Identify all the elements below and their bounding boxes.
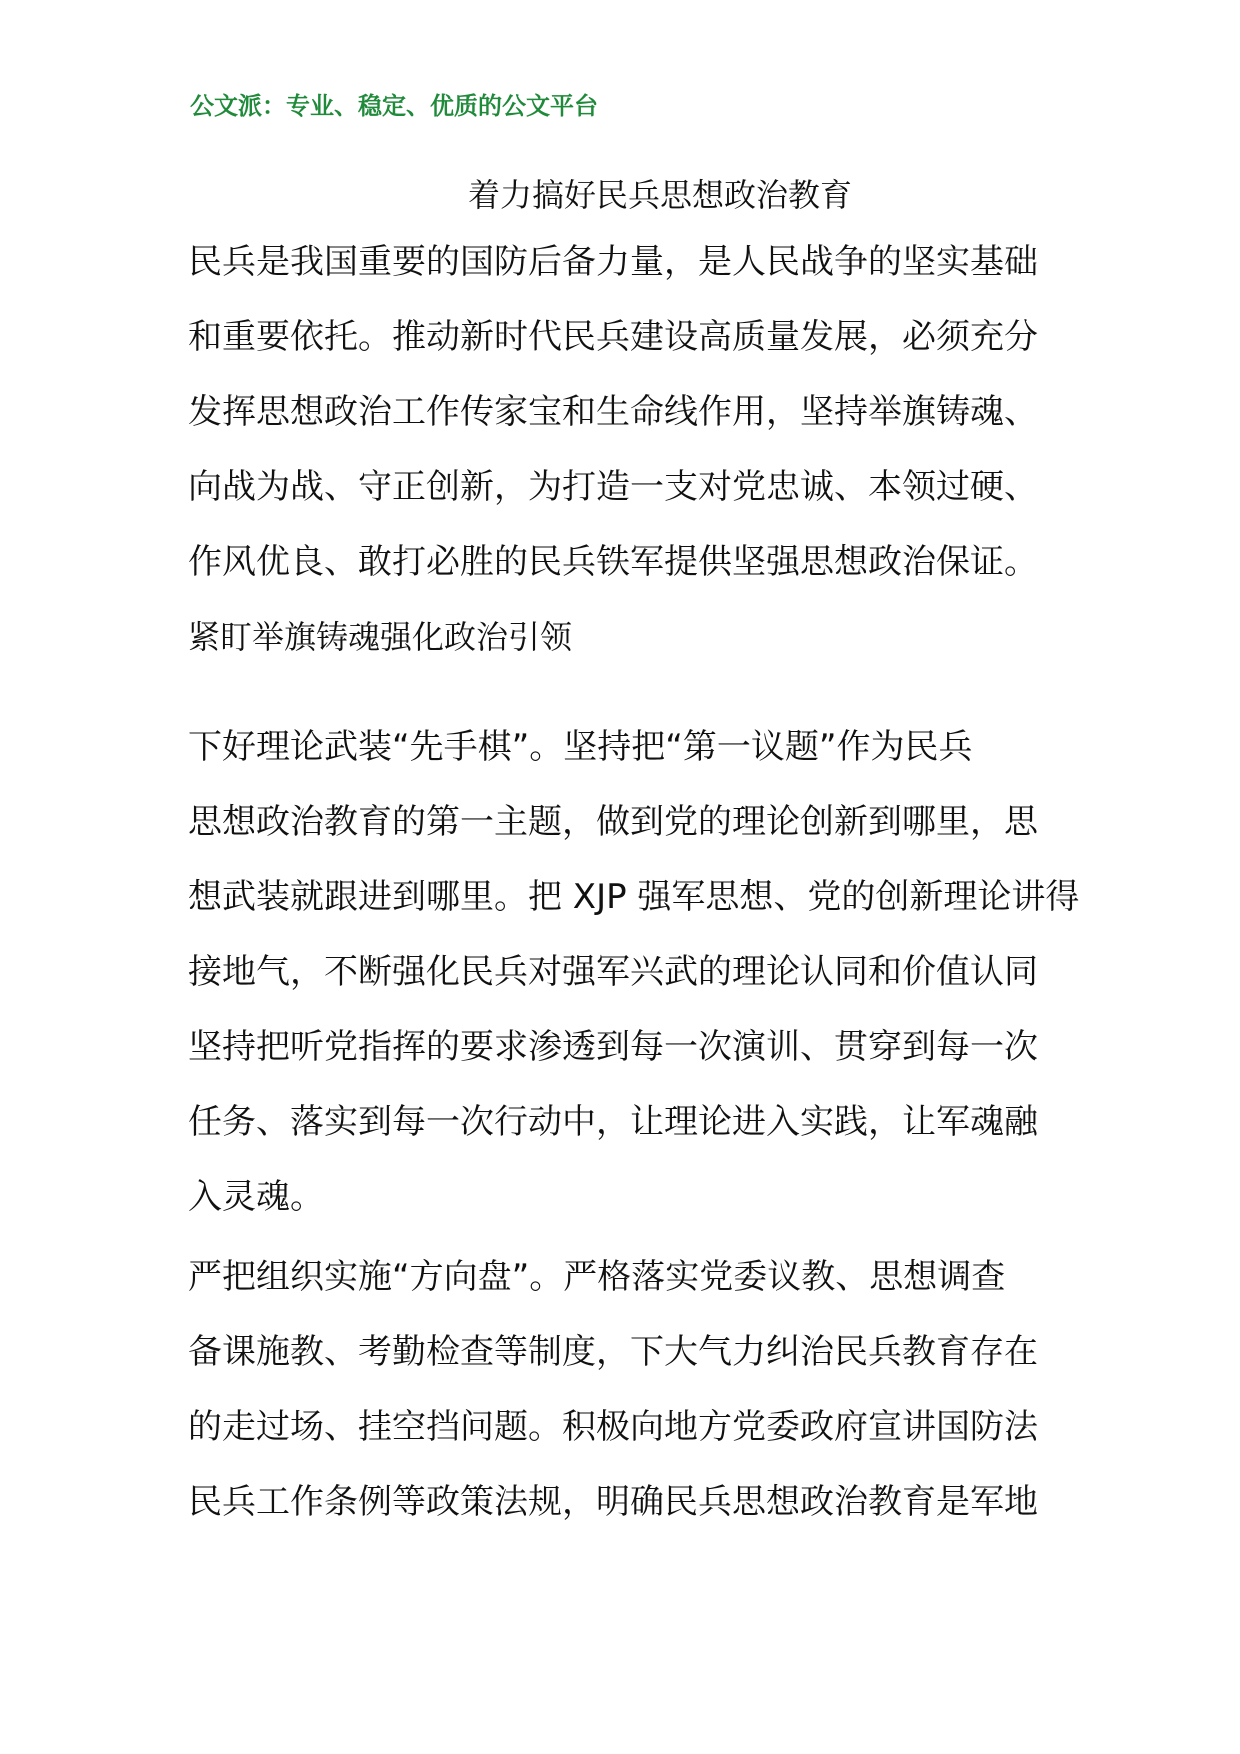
paragraph-line: 向战为战、守正创新，为打造一支对党忠诚、本领过硬、: [188, 467, 1038, 507]
intro-paragraph: [188, 225, 1058, 600]
paragraph-line: 思想政治教育的第一主题，做到党的理论创新到哪里，思: [188, 802, 1038, 842]
body-paragraph-2: [188, 1240, 1058, 1540]
body-paragraph-1: [188, 710, 1080, 1235]
site-header-banner: 公文派：专业、稳定、优质的公文平台: [190, 92, 598, 120]
paragraph-line: 和重要依托。推动新时代民兵建设高质量发展，必须充分: [188, 317, 1038, 357]
paragraph-line: 下好理论武装“先手棋”。坚持把“第一议题”作为民兵: [188, 727, 973, 767]
paragraph-line: 作风优良、敢打必胜的民兵铁军提供坚强思想政治保证。: [188, 542, 1038, 582]
paragraph-line: 的走过场、挂空挡问题。积极向地方党委政府宣讲国防法: [188, 1407, 1038, 1447]
paragraph-line: 入灵魂。: [188, 1177, 324, 1217]
paragraph-line: 坚持把听党指挥的要求渗透到每一次演训、贯穿到每一次: [188, 1027, 1038, 1067]
paragraph-line: 严把组织实施“方向盘”。严格落实党委议教、思想调查: [188, 1257, 1006, 1297]
paragraph-line: 备课施教、考勤检查等制度，下大气力纠治民兵教育存在: [188, 1332, 1038, 1372]
paragraph-line: 想武装就跟进到哪里。把 XJP 强军思想、党的创新理论讲得: [188, 877, 1080, 917]
paragraph-line: 任务、落实到每一次行动中，让理论进入实践，让军魂融: [188, 1102, 1038, 1142]
paragraph-line: 民兵工作条例等政策法规，明确民兵思想政治教育是军地: [188, 1482, 1038, 1522]
section-heading: 紧盯举旗铸魂强化政治引领: [188, 618, 573, 656]
paragraph-line: 民兵是我国重要的国防后备力量，是人民战争的坚实基础: [188, 242, 1038, 282]
paragraph-line: 发挥思想政治工作传家宝和生命线作用，坚持举旗铸魂、: [188, 392, 1038, 432]
document-title: 着力搞好民兵思想政治教育: [467, 176, 852, 214]
paragraph-line: 接地气，不断强化民兵对强军兴武的理论认同和价值认同: [188, 952, 1038, 992]
